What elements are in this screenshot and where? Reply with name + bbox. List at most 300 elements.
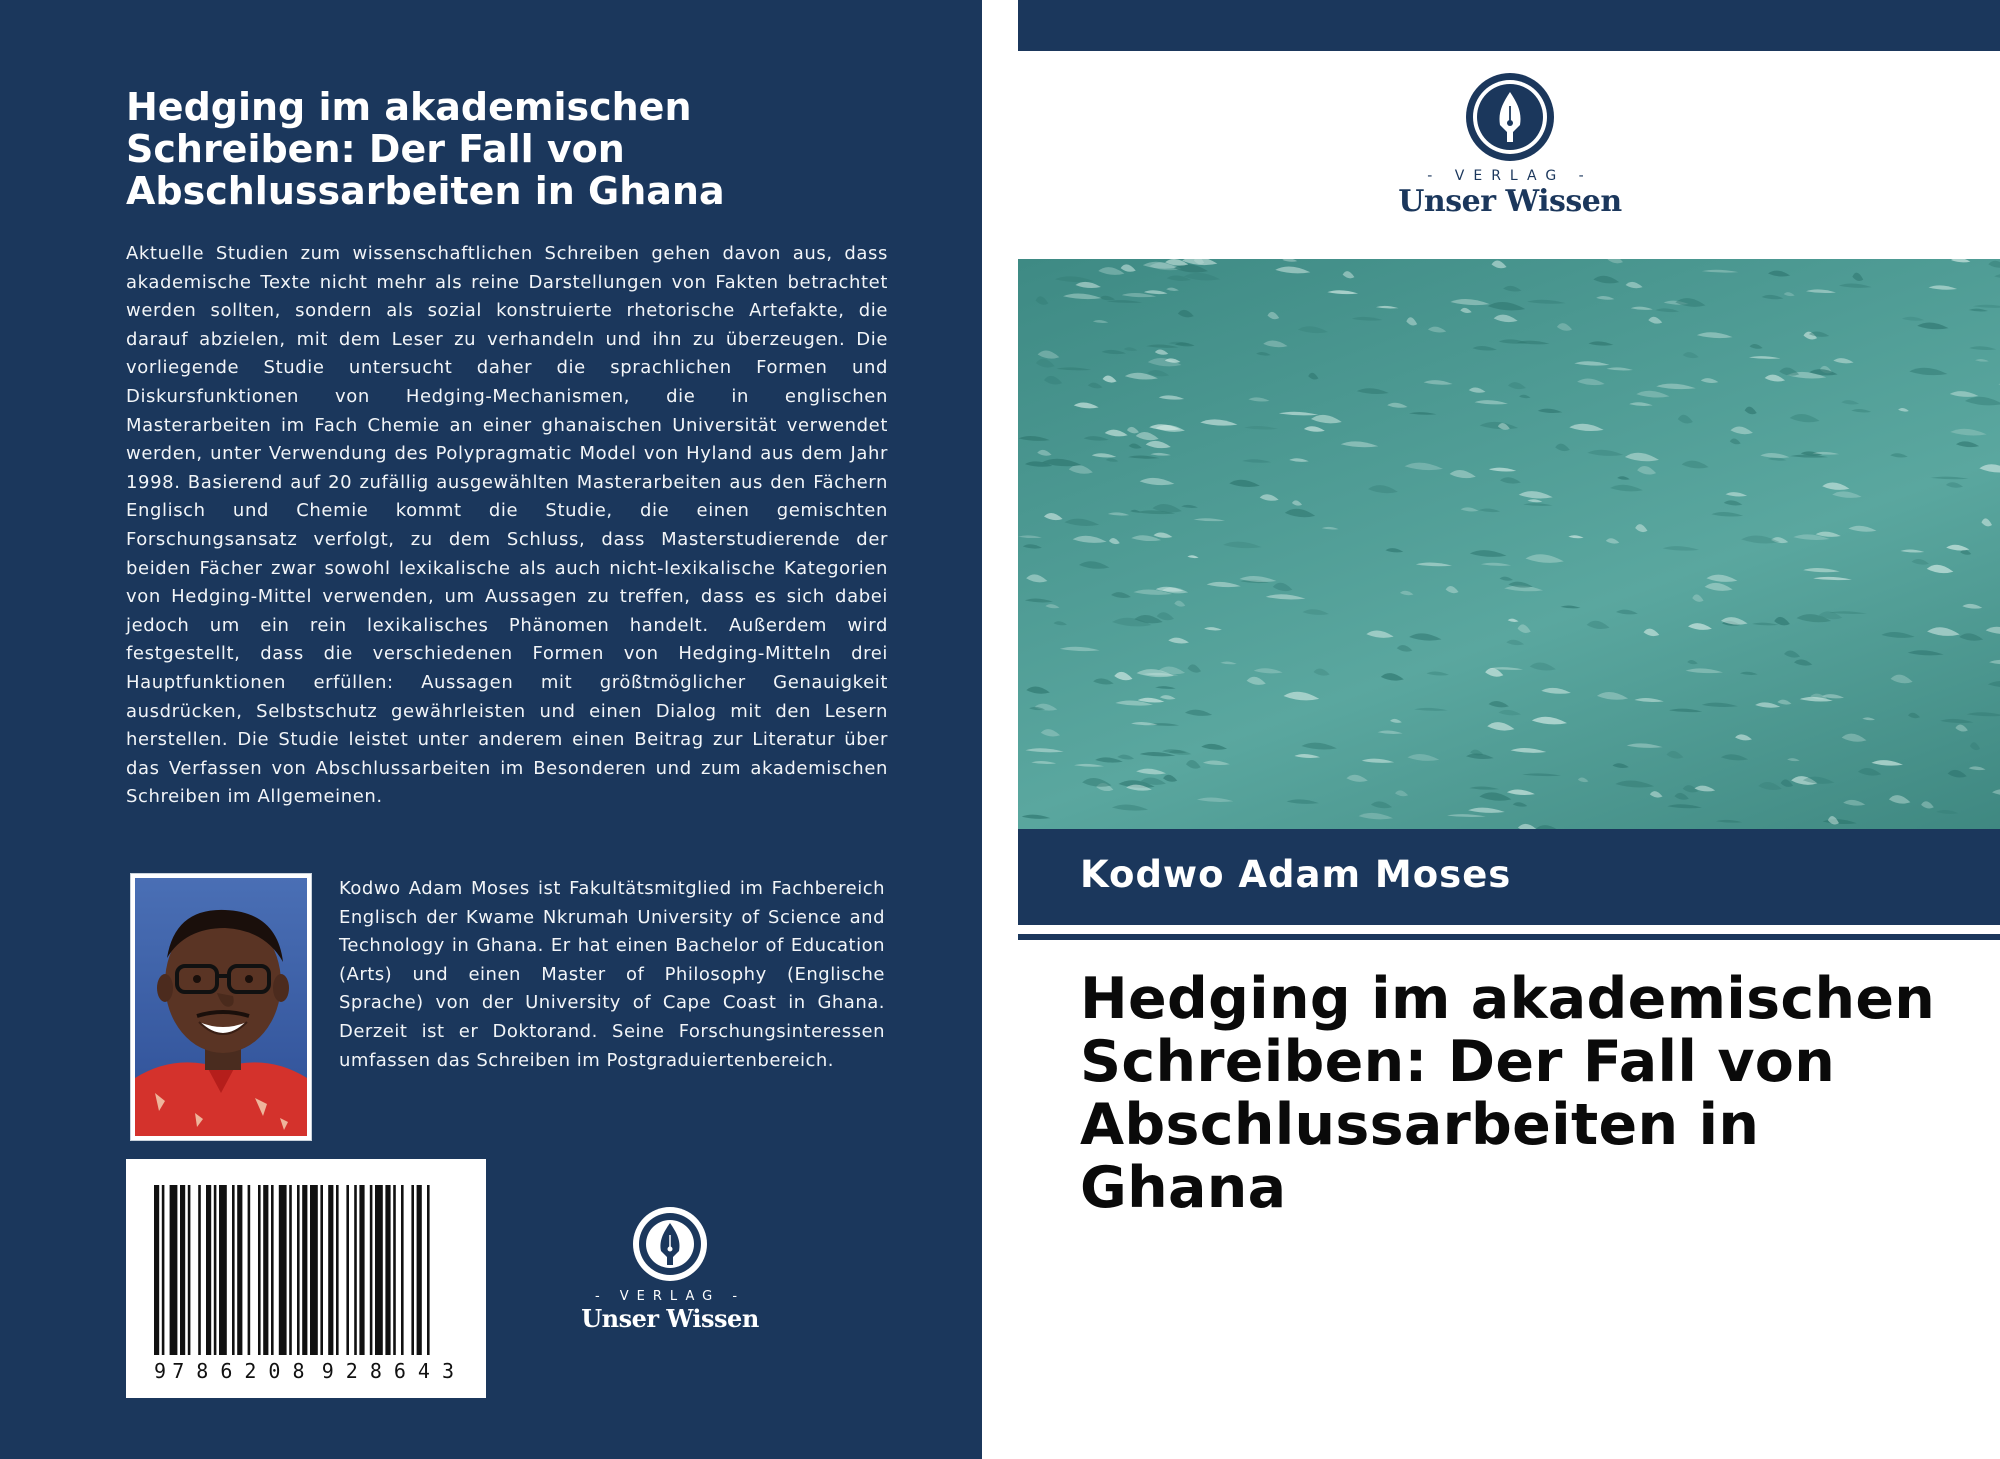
water-ripple	[1519, 395, 1530, 398]
water-ripple	[1557, 323, 1572, 331]
water-ripple	[1577, 378, 1605, 385]
water-ripple	[1163, 775, 1177, 782]
water-ripple	[1706, 575, 1737, 582]
back-cover-blurb: Aktuelle Studien zum wissenschaftlichen Schreiben gehen davon aus, dass akademische Texte nicht mehr als reine Darstellungen von Fakten betrachtet werden sollten, sondern als sozial konstruierte rhetorische Artefakte, die darauf abzielen, mit dem Leser zu verhandeln und ihn zu überzeugen. Die vorliegende Studie untersucht daher die sprachlichen Formen und Diskursfunktionen von Hedging-Mechanismen, die in englischen Masterarbeiten im Fach Chemie an einer ghanaischen Universität verwendet werden, unter Verwendung des Polypragmatic Model von Hyland aus dem Jahr 1998. Basierend auf 20 zufällig ausgewählten Masterarbeiten aus den Fächern Englisch und Chemie kommt die Studie, die einen gemischten Forschungsansatz verfolgt, zu dem Schluss, dass Masterstudierende der beiden Fächer zwar sowohl lexikalische als auch nicht-lexikalische Kategorien von Hedging-Mittel verwenden, um Aussagen zu treffen, dass es sich dabei jedoch um ein rein lexikalisches Phänomen handelt. Außerdem wird festgestellt, dass die verschiedenen Formen von Hedging-Mitteln drei Hauptfunktionen erfüllen: Aussagen mit größtmöglicher Genauigkeit ausdrücken, Selbstschutz gewährleisten und einen Dialog mit den Lesern herstellen. Die Studie leistet unter anderem einen Beitrag zur Literatur über das Verfassen von Abschlussarbeiten im Besonderen und zum akademischen Schreiben im Allgemeinen.	[126, 243, 888, 808]
water-ripple	[1701, 378, 1719, 383]
barcode-bar	[359, 1185, 364, 1355]
front-author-name: Kodwo Adam Moses	[1080, 853, 1512, 896]
water-ripple	[1025, 598, 1053, 602]
water-ripple	[1686, 668, 1723, 673]
barcode-bar	[271, 1185, 274, 1355]
back-cover-title: Hedging im akademischen Schreiben: Der Fall von Abschlussarbeiten in Ghana	[126, 85, 725, 213]
barcode-bar	[180, 1185, 185, 1355]
back-logo-verlag: - VERLAG -	[594, 1289, 746, 1304]
water-ripple	[1967, 712, 2000, 716]
water-ripple	[1322, 527, 1339, 530]
water-ripple	[1711, 512, 1743, 517]
water-ripple	[1541, 688, 1571, 694]
water-ripple	[1956, 441, 1979, 447]
water-ripple	[1908, 650, 1944, 655]
water-ripple	[1136, 432, 1159, 440]
water-ripple	[1931, 477, 1969, 480]
water-ripple	[1692, 594, 1703, 601]
water-ripple	[1615, 781, 1654, 788]
water-ripple	[1702, 270, 1739, 273]
water-ripple	[1273, 583, 1293, 591]
water-ripple	[1760, 453, 1789, 458]
water-ripple	[1153, 533, 1172, 538]
barcode-bar	[263, 1185, 268, 1355]
water-ripple	[1750, 344, 1763, 349]
water-ripple	[1279, 412, 1318, 416]
water-ripple	[1790, 414, 1820, 422]
water-ripple	[1506, 640, 1524, 645]
water-ripple	[1397, 645, 1413, 652]
water-ripple	[1400, 591, 1414, 595]
barcode-bar	[328, 1185, 333, 1355]
water-ripple	[1500, 577, 1513, 581]
water-ripple	[1597, 692, 1628, 700]
water-ripple	[1044, 376, 1062, 385]
water-ripple	[1927, 565, 1954, 573]
water-ripple	[1936, 810, 1958, 814]
water-ripple	[1406, 317, 1417, 325]
water-ripple	[1105, 430, 1128, 437]
water-ripple	[1487, 722, 1514, 730]
water-ripple	[1267, 312, 1279, 319]
water-ripple	[1989, 660, 2000, 665]
water-ripple	[1174, 601, 1185, 607]
water-ripple	[1784, 292, 1795, 296]
water-ripple	[1275, 266, 1310, 273]
water-ripple	[1858, 768, 1881, 776]
water-ripple	[1475, 400, 1508, 404]
water-ripple	[1667, 804, 1702, 808]
water-ripple	[1787, 758, 1800, 761]
front-top-band	[1018, 0, 2000, 51]
water-ripple	[1187, 555, 1198, 558]
water-ripple	[1973, 305, 2000, 308]
water-ripple	[1852, 273, 1863, 281]
water-ripple	[1229, 480, 1260, 487]
barcode-bar	[417, 1185, 422, 1355]
water-ripple	[1839, 283, 1872, 287]
water-ripple	[1702, 703, 1738, 707]
water-ripple	[1574, 361, 1609, 365]
water-ripple	[1117, 755, 1134, 760]
water-ripple	[1479, 509, 1500, 513]
water-ripple	[1064, 519, 1099, 526]
water-ripple	[1946, 545, 1969, 551]
water-ripple	[1532, 717, 1567, 725]
water-ripple	[1716, 820, 1742, 823]
water-ripple	[1902, 317, 1924, 321]
water-ripple	[1074, 764, 1104, 767]
water-ripple	[1843, 800, 1865, 806]
barcode-digit-prefix: 9	[154, 1359, 168, 1383]
water-ripple	[1629, 402, 1652, 406]
water-ripple	[1687, 660, 1697, 664]
water-ripple	[1735, 734, 1752, 740]
barcode-bar	[346, 1185, 349, 1355]
water-ripple	[1979, 464, 2000, 472]
water-ripple	[1848, 526, 1876, 532]
water-ripple	[1927, 627, 1960, 636]
water-ripple	[1951, 259, 1970, 262]
water-ripple	[1730, 439, 1741, 445]
barcode-bar	[336, 1185, 339, 1355]
water-ripple	[1368, 485, 1398, 493]
barcode-bar	[297, 1185, 300, 1355]
water-ripple	[1037, 450, 1051, 456]
barcode-digit-left: 786208	[172, 1359, 317, 1383]
water-ripple	[1107, 300, 1142, 303]
water-ripple	[1128, 456, 1159, 459]
water-ripple	[1427, 671, 1449, 675]
front-cover	[1018, 0, 2000, 1459]
water-ripple	[1385, 548, 1403, 552]
water-ripple	[1674, 793, 1688, 800]
water-ripple	[1084, 436, 1109, 440]
water-ripple	[1201, 744, 1227, 750]
water-ripple	[1054, 621, 1067, 625]
water-ripple	[1900, 549, 1924, 552]
barcode-bar	[188, 1185, 191, 1355]
water-ripple	[1503, 286, 1521, 292]
water-ripple	[1724, 500, 1743, 505]
barcode-digit-right: 928643	[321, 1359, 466, 1383]
water-ripple	[1790, 455, 1828, 458]
spine	[982, 0, 1018, 1459]
front-publisher-logo	[1390, 72, 1630, 219]
barcode-bar	[162, 1185, 165, 1355]
water-ripple	[1498, 710, 1521, 715]
water-ripple	[1121, 264, 1136, 271]
water-ripple	[1371, 801, 1392, 808]
water-ripple	[1352, 317, 1383, 321]
water-ripple	[1378, 730, 1403, 733]
water-ripple	[1185, 710, 1212, 716]
water-ripple	[1294, 754, 1320, 758]
water-ripple	[1527, 300, 1565, 304]
water-ripple	[1813, 577, 1852, 580]
barcode-bar	[385, 1185, 390, 1355]
water-ripple	[1103, 375, 1117, 382]
water-ripple	[1197, 797, 1234, 801]
water-ripple	[1969, 346, 1996, 350]
water-ripple	[1359, 813, 1393, 819]
water-ripple	[1889, 795, 1910, 803]
water-ripple	[1390, 719, 1402, 723]
water-ripple	[1781, 779, 1794, 787]
back-cover	[0, 0, 982, 1459]
cover-water-image	[1018, 259, 2000, 829]
author-photo	[130, 873, 312, 1141]
water-ripple	[1407, 754, 1439, 761]
barcode-bar	[248, 1185, 251, 1355]
water-ripple	[1607, 367, 1633, 370]
water-ripple	[1917, 322, 1948, 329]
barcode-bar	[393, 1185, 396, 1355]
water-ripple	[1507, 790, 1535, 796]
water-ripple	[1082, 778, 1111, 787]
water-ripple	[1774, 617, 1790, 626]
fountain-pen-nib-icon	[631, 1205, 709, 1283]
barcode-bar	[154, 1185, 159, 1355]
water-ripple	[1207, 582, 1241, 587]
water-ripple	[1298, 326, 1328, 333]
water-ripple	[1634, 698, 1663, 702]
water-ripple	[1959, 633, 1983, 640]
water-ripple	[1612, 763, 1628, 768]
water-ripple	[1188, 664, 1202, 672]
barcode-bar	[214, 1185, 217, 1355]
water-ripple	[1289, 458, 1309, 462]
barcode-bar	[411, 1185, 414, 1355]
water-ripple	[1752, 623, 1779, 626]
author-portrait-image	[135, 878, 307, 1136]
water-ripple	[1527, 499, 1542, 502]
water-ripple	[1416, 563, 1452, 567]
water-ripple	[1155, 686, 1175, 689]
water-ripple	[1823, 819, 1857, 824]
water-ripple	[1405, 463, 1443, 471]
water-ripple	[1784, 651, 1800, 658]
water-ripple	[1697, 332, 1733, 338]
water-ripple	[1075, 282, 1101, 288]
water-ripple	[1669, 709, 1702, 713]
water-ripple	[1144, 290, 1168, 294]
water-ripple	[1041, 729, 1060, 736]
water-ripple	[1098, 267, 1124, 275]
water-ripple	[1522, 773, 1561, 776]
water-ripple	[1988, 681, 2000, 688]
water-ripple	[1056, 367, 1091, 370]
water-ripple	[1648, 317, 1662, 324]
barcode-bar	[354, 1185, 357, 1355]
back-logo-name: Unser Wissen	[581, 1304, 759, 1333]
water-ripple	[1569, 424, 1603, 431]
water-ripple	[1136, 769, 1166, 775]
water-ripple	[1631, 307, 1653, 310]
water-ripple	[1242, 459, 1271, 463]
water-ripple	[1168, 638, 1189, 644]
water-ripple	[1988, 261, 2000, 268]
water-ripple	[1069, 465, 1093, 474]
water-ripple	[1150, 453, 1170, 456]
water-ripple	[1063, 293, 1102, 299]
water-ripple	[1842, 734, 1867, 742]
water-ripple	[1568, 535, 1583, 538]
water-ripple	[1204, 627, 1222, 630]
barcode-bar	[219, 1185, 227, 1355]
water-ripple	[1962, 604, 1982, 609]
water-ripple	[1045, 604, 1059, 608]
water-ripple	[1285, 509, 1315, 517]
water-ripple	[1124, 347, 1138, 351]
water-ripple	[1327, 290, 1358, 294]
water-ripple	[1088, 383, 1103, 389]
water-ripple	[1247, 677, 1266, 685]
water-ripple	[1994, 273, 2000, 279]
water-ripple	[1376, 306, 1399, 309]
barcode-bar	[401, 1185, 404, 1355]
water-ripple	[1200, 419, 1237, 425]
water-ripple	[1513, 802, 1528, 806]
water-ripple	[1146, 344, 1179, 347]
water-ripple	[1525, 554, 1563, 563]
water-ripple	[1740, 672, 1758, 675]
water-ripple	[1387, 403, 1407, 408]
water-ripple	[1073, 536, 1107, 543]
water-ripple	[1635, 524, 1647, 532]
water-ripple	[1500, 477, 1521, 483]
water-ripple	[1283, 692, 1319, 701]
water-ripple	[1160, 695, 1176, 699]
water-ripple	[1178, 310, 1194, 317]
water-ripple	[1343, 271, 1355, 278]
water-ripple	[1946, 482, 1963, 487]
front-logo-verlag: - VERLAG -	[1427, 168, 1593, 184]
water-ripple	[1625, 453, 1659, 462]
water-ripple	[1626, 282, 1643, 288]
barcode-bar	[375, 1185, 383, 1355]
water-ripple	[1303, 609, 1329, 615]
water-ripple	[1450, 299, 1489, 305]
back-publisher-logo	[570, 1205, 770, 1333]
water-ripple	[1761, 295, 1783, 299]
barcode-bars	[144, 1185, 468, 1355]
water-ripple	[1304, 426, 1325, 432]
water-ripple	[1745, 407, 1757, 415]
water-ripple	[1140, 478, 1175, 485]
water-ripple	[1655, 308, 1679, 312]
water-ripple	[1092, 453, 1117, 457]
isbn-barcode	[126, 1159, 486, 1398]
water-ripple	[1960, 550, 1971, 555]
water-ripple	[1301, 743, 1336, 750]
water-ripple	[1461, 507, 1479, 511]
water-ripple	[1705, 583, 1733, 591]
water-ripple	[1822, 483, 1849, 490]
water-ripple	[1244, 426, 1278, 429]
water-ripple	[1656, 384, 1696, 390]
barcode-bar	[237, 1185, 242, 1355]
water-ripple	[1193, 518, 1225, 521]
water-ripple	[1777, 700, 1791, 705]
water-ripple	[1146, 441, 1171, 448]
water-ripple	[1898, 408, 1909, 412]
water-ripple	[1940, 719, 1973, 723]
water-ripple	[1663, 546, 1699, 551]
water-ripple	[1266, 594, 1306, 599]
water-ripple	[1508, 382, 1526, 389]
water-texture	[1018, 259, 2000, 829]
water-ripple	[1127, 427, 1139, 433]
water-ripple	[1588, 341, 1613, 345]
water-ripple	[1031, 761, 1056, 764]
water-ripple	[1768, 271, 1790, 277]
water-ripple	[1155, 350, 1168, 355]
water-ripple	[1610, 485, 1643, 492]
water-ripple	[1530, 663, 1556, 671]
water-ripple	[1095, 757, 1123, 762]
water-ripple	[1023, 544, 1042, 548]
water-ripple	[1560, 605, 1580, 608]
water-ripple	[1851, 409, 1871, 413]
water-ripple	[1587, 621, 1610, 629]
water-ripple	[1726, 492, 1748, 496]
water-ripple	[1596, 296, 1614, 300]
water-ripple	[1518, 624, 1531, 633]
water-ripple	[1313, 669, 1329, 676]
water-ripple	[1666, 751, 1683, 759]
water-ripple	[1038, 350, 1060, 358]
water-ripple	[1130, 510, 1140, 513]
water-ripple	[1381, 673, 1404, 680]
water-ripple	[1036, 296, 1049, 304]
water-ripple	[1489, 701, 1509, 707]
water-ripple	[1036, 359, 1055, 368]
barcode-bar	[198, 1185, 201, 1355]
water-ripple	[1447, 814, 1486, 817]
barcode-bar	[258, 1185, 261, 1355]
water-ripple	[1022, 815, 1051, 819]
barcode-digits	[144, 1359, 468, 1383]
water-ripple	[1357, 388, 1389, 394]
water-ripple	[1129, 443, 1142, 448]
water-ripple	[1803, 568, 1840, 572]
water-ripple	[1730, 426, 1752, 434]
author-bio: Kodwo Adam Moses ist Fakultätsmitglied im Fachbereich Englisch der Kwame Nkrumah University of Science and Technology in Ghana. Er hat einen Bachelor of Education (Arts) und einen Master of Philosophy (Englische Sprache) von der University of Cape Coast in Ghana. Derzeit ist er Doktorand. Seine Forschungsinteressen umfassen das Schreiben im Postgraduiertenbereich.	[339, 878, 885, 1071]
barcode-bar	[170, 1185, 178, 1355]
water-ripple	[1511, 748, 1547, 753]
front-cover-title: Hedging im akademischen Schreiben: Der Fall von Abschlussarbeiten in Ghana	[1080, 966, 1936, 1221]
water-ripple	[1636, 391, 1669, 398]
water-ripple	[1220, 661, 1236, 664]
water-ripple	[1446, 586, 1459, 593]
water-ripple	[1074, 402, 1099, 408]
water-ripple	[1508, 619, 1519, 622]
water-ripple	[1203, 760, 1230, 765]
water-ripple	[1469, 387, 1486, 392]
water-ripple	[1025, 748, 1063, 752]
water-ripple	[1181, 505, 1198, 508]
water-ripple	[1806, 289, 1836, 293]
water-ripple	[1414, 708, 1448, 711]
water-ripple	[1055, 276, 1094, 282]
water-ripple	[1019, 436, 1050, 441]
water-ripple	[1346, 775, 1367, 782]
water-ripple	[1871, 760, 1902, 765]
water-ripple	[1678, 415, 1693, 424]
fountain-pen-nib-icon	[1465, 72, 1555, 162]
water-ripple	[1578, 778, 1589, 783]
water-ripple	[1060, 647, 1100, 651]
water-ripple	[1099, 296, 1115, 301]
water-ripple	[1468, 808, 1505, 813]
water-ripple	[1970, 742, 1980, 750]
water-ripple	[1833, 358, 1853, 363]
water-ripple	[1538, 409, 1563, 413]
water-ripple	[1908, 713, 1920, 719]
water-ripple	[1311, 415, 1342, 424]
water-ripple	[1794, 659, 1812, 665]
water-ripple	[1779, 367, 1799, 375]
barcode-bar	[232, 1185, 235, 1355]
water-ripple	[1111, 592, 1131, 598]
water-ripple	[1912, 559, 1929, 565]
